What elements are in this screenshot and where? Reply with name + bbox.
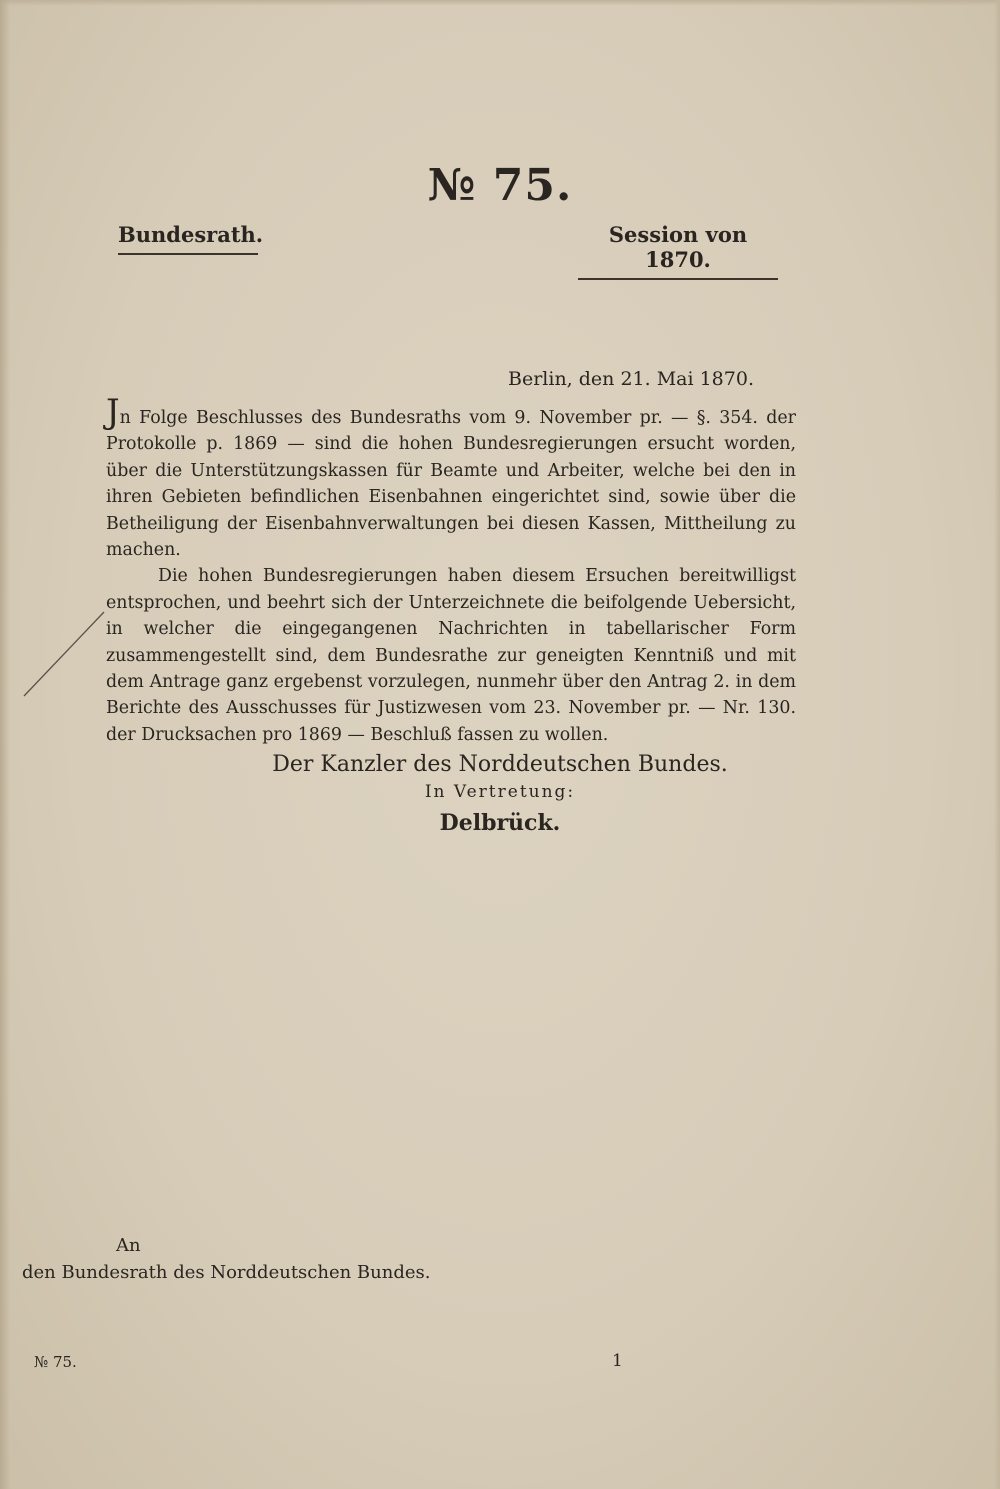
- page-right-edge-shadow: [994, 0, 1000, 1489]
- address-recipient: den Bundesrath des Norddeutschen Bundes.: [22, 1262, 431, 1283]
- page-left-edge-shadow: [0, 0, 10, 1489]
- paragraph-2: Die hohen Bundesregierungen haben diesem Ersuchen bereitwilligst entsprochen, und beehrt sich der Unterzeichnete die beifolgende Uebersicht, in welcher die eingegangenen Nachrichten in tabellarischer Form zusammengestellt sind, dem Bundesrathe zur geneigten Kenntniß und mit dem Antrage ganz ergebenst vorzulegen, nunmehr über den Antrag 2. in dem Berichte des Ausschusses für Justizwesen vom 23. November pr. — Nr. 130. der Drucksachen pro 1869 — Beschluß fassen zu wollen.: [106, 566, 796, 745]
- page-number: 1: [612, 1351, 623, 1371]
- margin-pencil-stroke: [20, 610, 110, 710]
- in-representation-line: In Vertretung:: [424, 782, 576, 802]
- signature: Delbrück.: [439, 810, 561, 836]
- address-an: An: [116, 1235, 141, 1256]
- header-bundesrath: Bundesrath.: [118, 222, 258, 255]
- chancellor-line: Der Kanzler des Norddeutschen Bundes.: [272, 752, 728, 777]
- footer-document-ref: № 75.: [34, 1353, 77, 1371]
- page-top-edge-shadow: [0, 0, 1000, 6]
- body-text: [106, 392, 796, 748]
- paragraph-1: [106, 392, 796, 563]
- document-number: № 75.: [427, 160, 573, 211]
- header-session: Session von 1870.: [578, 222, 778, 280]
- drop-cap: J: [106, 392, 120, 432]
- paragraph-1-text: n Folge Beschlusses des Bundesraths vom 9. November pr. — §. 354. der Protokolle p. 1869 — sind die hohen Bundesregierungen ersucht worden, über die Unterstützungskassen für Beamte und Arbeiter, welche bei den in ihren Gebieten befindlichen Eisenbahnen eingerichtet sind, sowie über die Betheiligung der Eisenbahnverwaltungen bei diesen Kassen, Mittheilung zu machen.: [106, 408, 796, 561]
- date-line: Berlin, den 21. Mai 1870.: [508, 368, 754, 390]
